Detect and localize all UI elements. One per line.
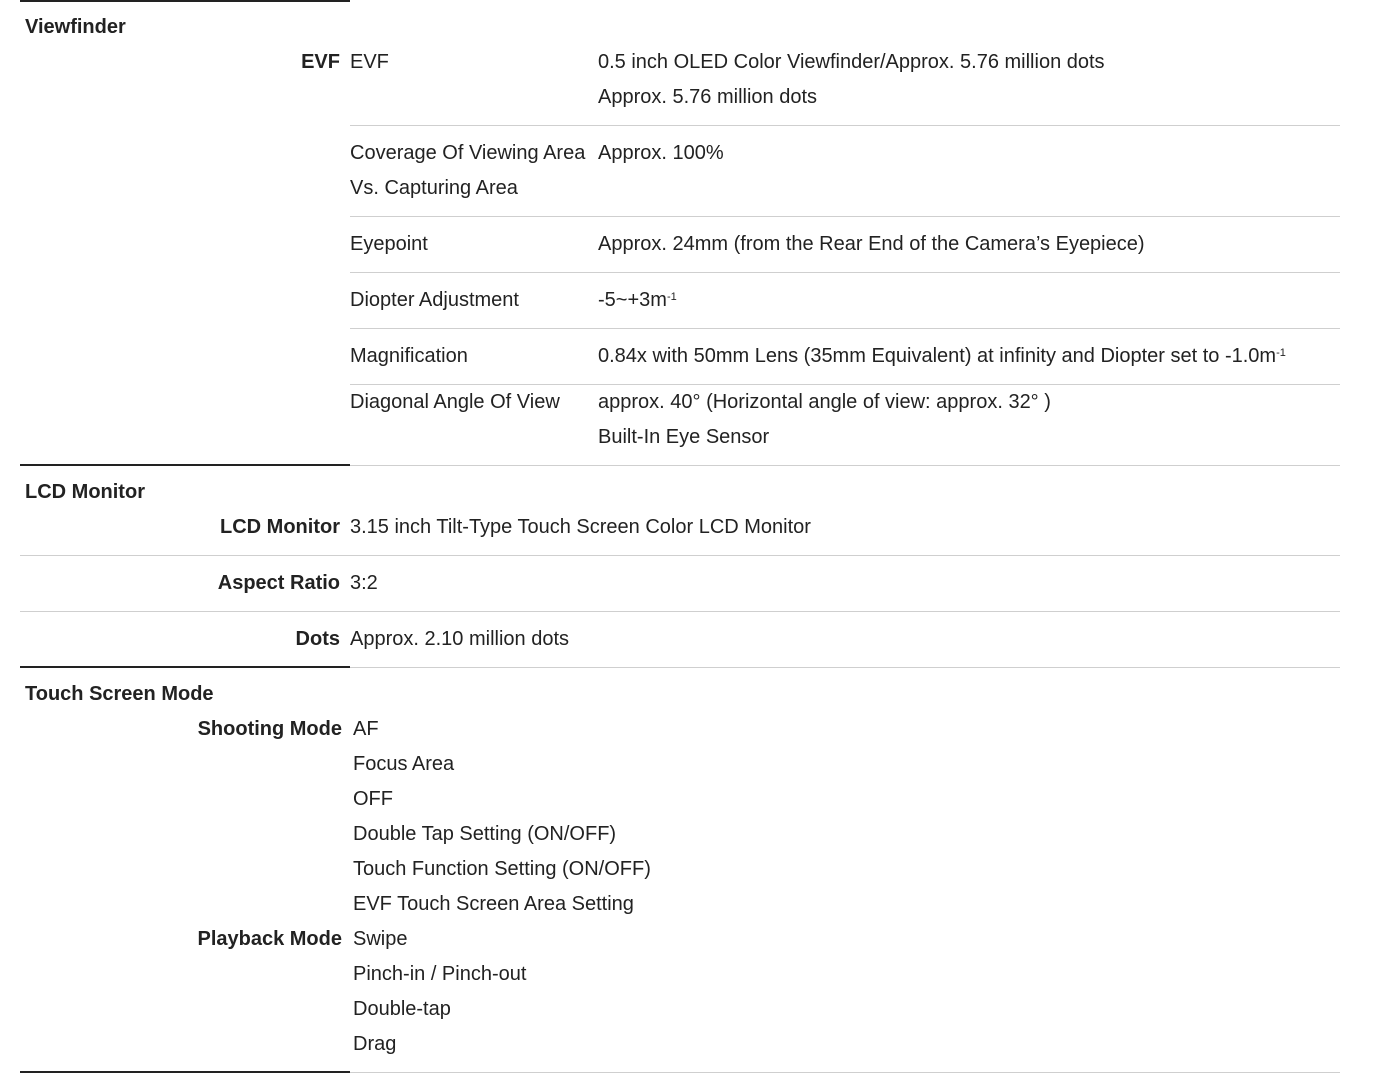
section-divider	[20, 1071, 350, 1073]
spec-value: Drag	[353, 1033, 397, 1055]
spec-value: EVF Touch Screen Area Setting	[353, 893, 634, 915]
row-label-shooting-mode: Shooting Mode	[197, 718, 342, 740]
spec-name: Diagonal Angle Of View	[350, 391, 560, 413]
row-label-dots: Dots	[295, 628, 340, 650]
row-divider	[350, 272, 1340, 273]
superscript: -1	[1276, 347, 1286, 359]
spec-value: approx. 40° (Horizontal angle of view: approx. 32° )	[598, 391, 1051, 413]
section-divider	[20, 464, 350, 466]
superscript: -1	[666, 291, 677, 303]
spec-value: Touch Function Setting (ON/OFF)	[353, 858, 651, 880]
spec-value: Approx. 2.10 million dots	[350, 628, 570, 650]
row-label-aspect-ratio: Aspect Ratio	[217, 572, 340, 594]
spec-value: OFF	[353, 788, 393, 810]
spec-value: Built-In Eye Sensor	[598, 426, 770, 448]
section-divider	[20, 0, 350, 2]
spec-value: Approx. 5.76 million dots	[598, 86, 818, 108]
section-divider	[20, 666, 350, 668]
spec-name: Magnification	[350, 345, 468, 367]
row-divider	[350, 216, 1340, 217]
row-divider	[20, 555, 1340, 556]
spec-value: Swipe	[353, 928, 408, 950]
spec-value: 3:2	[350, 572, 378, 594]
spec-value: Approx. 100%	[598, 142, 724, 164]
row-divider	[350, 125, 1340, 126]
row-label-evf: EVF	[301, 51, 340, 73]
row-divider	[350, 328, 1340, 329]
spec-value: Approx. 24mm (from the Rear End of the Camera’s Eyepiece)	[598, 233, 1145, 255]
row-divider	[350, 465, 1340, 466]
row-label-lcd-monitor: LCD Monitor	[220, 516, 340, 538]
row-label-playback-mode: Playback Mode	[197, 928, 342, 950]
row-divider	[20, 611, 1340, 612]
spec-name: Diopter Adjustment	[350, 289, 519, 311]
section-title-lcd: LCD Monitor	[25, 481, 145, 503]
section-title-touch: Touch Screen Mode	[25, 683, 214, 705]
spec-value: Focus Area	[353, 753, 455, 775]
spec-value: Pinch-in / Pinch-out	[353, 963, 527, 985]
spec-value	[598, 283, 677, 318]
row-divider	[350, 1072, 1340, 1073]
spec-value: AF	[353, 718, 379, 740]
spec-name: Coverage Of Viewing Area	[350, 142, 586, 164]
spec-value: Double-tap	[353, 998, 451, 1020]
spec-name: Eyepoint	[350, 233, 428, 255]
spec-value-main: 0.84x with 50mm Lens (35mm Equivalent) at infinity and Diopter set to -1.0m	[598, 345, 1277, 367]
spec-name: EVF	[350, 51, 389, 73]
spec-name: Vs. Capturing Area	[350, 177, 518, 199]
spec-value: Double Tap Setting (ON/OFF)	[353, 823, 617, 845]
section-title-viewfinder: Viewfinder	[25, 16, 126, 38]
spec-value-main: -5~+3m	[598, 289, 667, 311]
spec-value: 0.5 inch OLED Color Viewfinder/Approx. 5.76 million dots	[598, 51, 1105, 73]
spec-value	[598, 339, 1286, 374]
spec-value: 3.15 inch Tilt-Type Touch Screen Color LCD Monitor	[350, 516, 811, 538]
